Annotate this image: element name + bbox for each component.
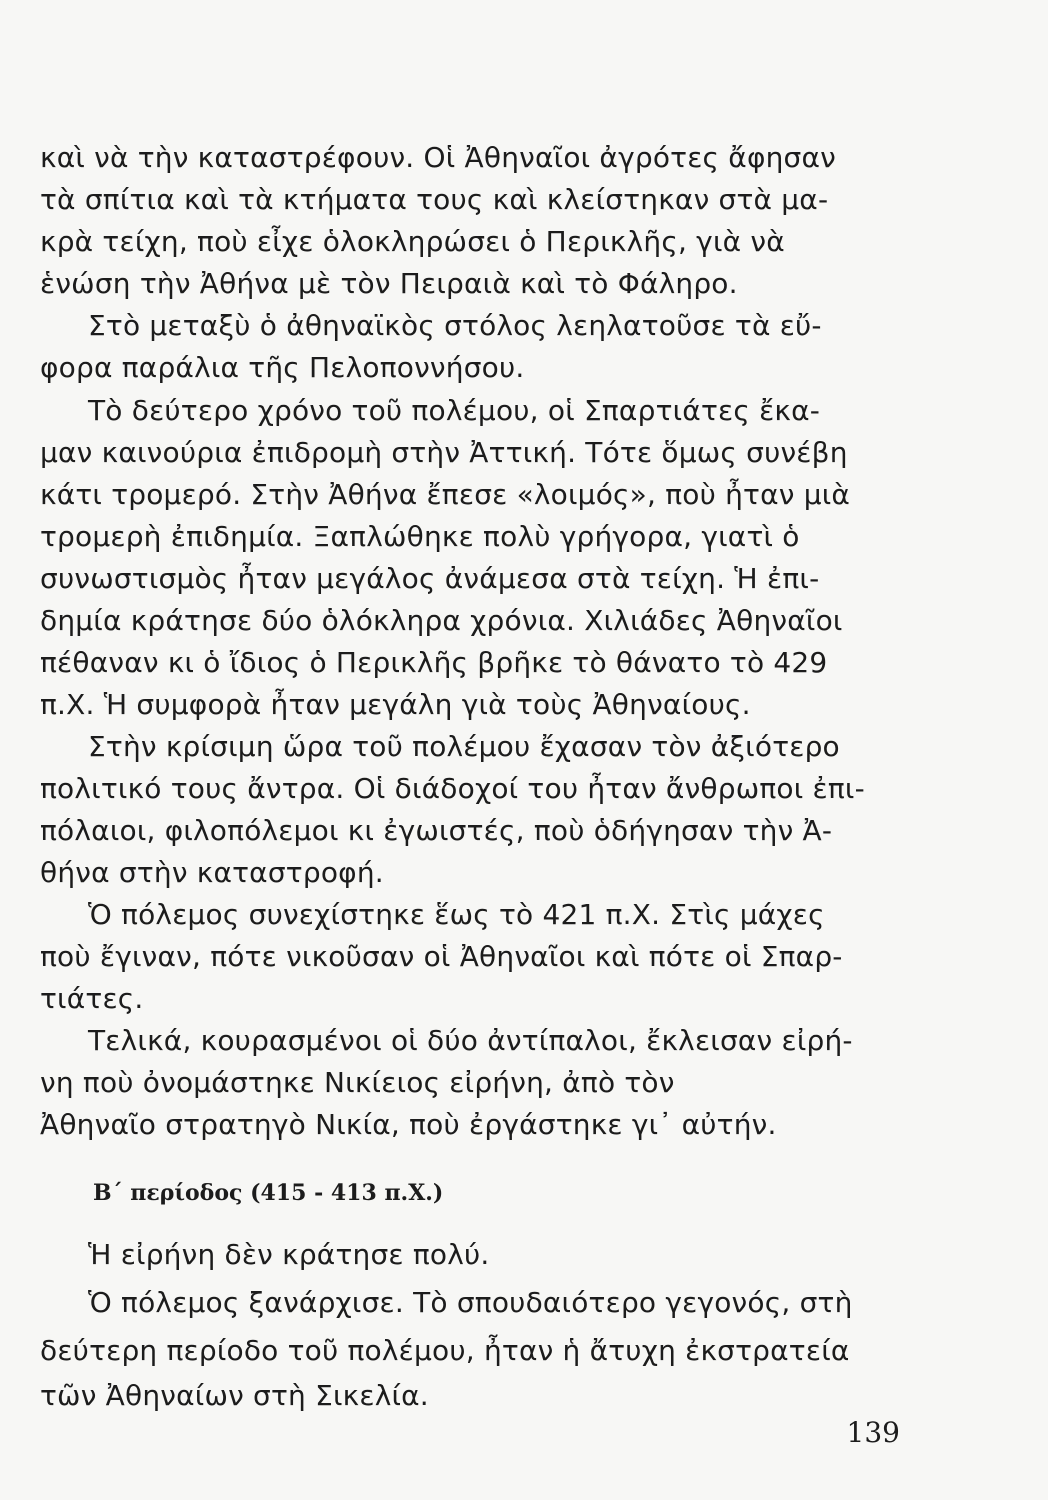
section-heading: Β΄ περίοδος (415 - 413 π.Χ.) [93,1180,444,1206]
text-line: μαν καινούρια ἐπιδρομὴ στὴν Ἀττική. Τότε ὅμως συνέβη [40,436,848,469]
text-line: Στὸ μεταξὺ ὁ ἀθηναϊκὸς στόλος λεηλατοῦσε τὰ εὔ- [88,309,822,342]
text-line: Στὴν κρίσιμη ὥρα τοῦ πολέμου ἔχασαν τὸν ἀξιότερο [88,730,840,763]
text-line: Ὁ πόλεμος ξανάρχισε. Τὸ σπουδαιότερο γεγονός, στὴ [88,1286,853,1319]
text-line: Τὸ δεύτερο χρόνο τοῦ πολέμου, οἱ Σπαρτιάτες ἔκα- [88,394,821,427]
text-line: τῶν Ἀθηναίων στὴ Σικελία. [40,1379,429,1412]
text-line: Ἀθηναῖο στρατηγὸ Νικία, ποὺ ἐργάστηκε γι᾽ αὐτήν. [40,1108,777,1141]
text-line: π.Χ. Ἡ συμφορὰ ἦταν μεγάλη γιὰ τοὺς Ἀθηναίους. [40,688,751,721]
text-line: νη ποὺ ὀνομάστηκε Νικίειος εἰρήνη, ἀπὸ τὸν [40,1066,675,1099]
text-line: πόλαιοι, φιλοπόλεμοι κι ἐγωιστές, ποὺ ὁδήγησαν τὴν Ἀ- [40,814,833,847]
text-line: πέθαναν κι ὁ ἴδιος ὁ Περικλῆς βρῆκε τὸ θάνατο τὸ 429 [40,646,828,679]
text-line: τιάτες. [40,982,144,1015]
text-line: Ἡ εἰρήνη δὲν κράτησε πολύ. [88,1238,490,1271]
text-line: τὰ σπίτια καὶ τὰ κτήματα τους καὶ κλείστηκαν στὰ μα- [40,183,829,216]
text-line: ἑνώση τὴν Ἀθήνα μὲ τὸν Πειραιὰ καὶ τὸ Φάληρο. [40,267,738,300]
text-line: Ὁ πόλεμος συνεχίστηκε ἕως τὸ 421 π.Χ. Στὶς μάχες [88,898,825,931]
text-line: δημία κράτησε δύο ὁλόκληρα χρόνια. Χιλιάδες Ἀθηναῖοι [40,604,843,637]
text-line: πολιτικό τους ἄντρα. Οἱ διάδοχοί του ἦταν ἄνθρωποι ἐπι- [40,772,865,805]
text-line: καὶ νὰ τὴν καταστρέφουν. Οἱ Ἀθηναῖοι ἀγρότες ἄφησαν [40,141,837,174]
text-line: ποὺ ἔγιναν, πότε νικοῦσαν οἱ Ἀθηναῖοι καὶ πότε οἱ Σπαρ- [40,940,843,973]
text-line: δεύτερη περίοδο τοῦ πολέμου, ἦταν ἡ ἄτυχη ἐκστρατεία [40,1334,850,1367]
page-number: 139 [846,1416,900,1449]
text-line: τρομερὴ ἐπιδημία. Ξαπλώθηκε πολὺ γρήγορα, γιατὶ ὁ [40,520,800,553]
text-line: φορα παράλια τῆς Πελοποννήσου. [40,351,525,384]
text-line: Τελικά, κουρασμένοι οἱ δύο ἀντίπαλοι, ἔκλεισαν εἰρή- [88,1024,853,1057]
text-line: κάτι τρομερό. Στὴν Ἀθήνα ἔπεσε «λοιμός», ποὺ ἦταν μιὰ [40,478,851,511]
text-line: συνωστισμὸς ἦταν μεγάλος ἀνάμεσα στὰ τείχη. Ἡ ἐπι- [40,562,820,595]
text-line: θήνα στὴν καταστροφή. [40,856,384,889]
text-line: κρὰ τείχη, ποὺ εἶχε ὁλοκληρώσει ὁ Περικλῆς, γιὰ νὰ [40,225,785,258]
